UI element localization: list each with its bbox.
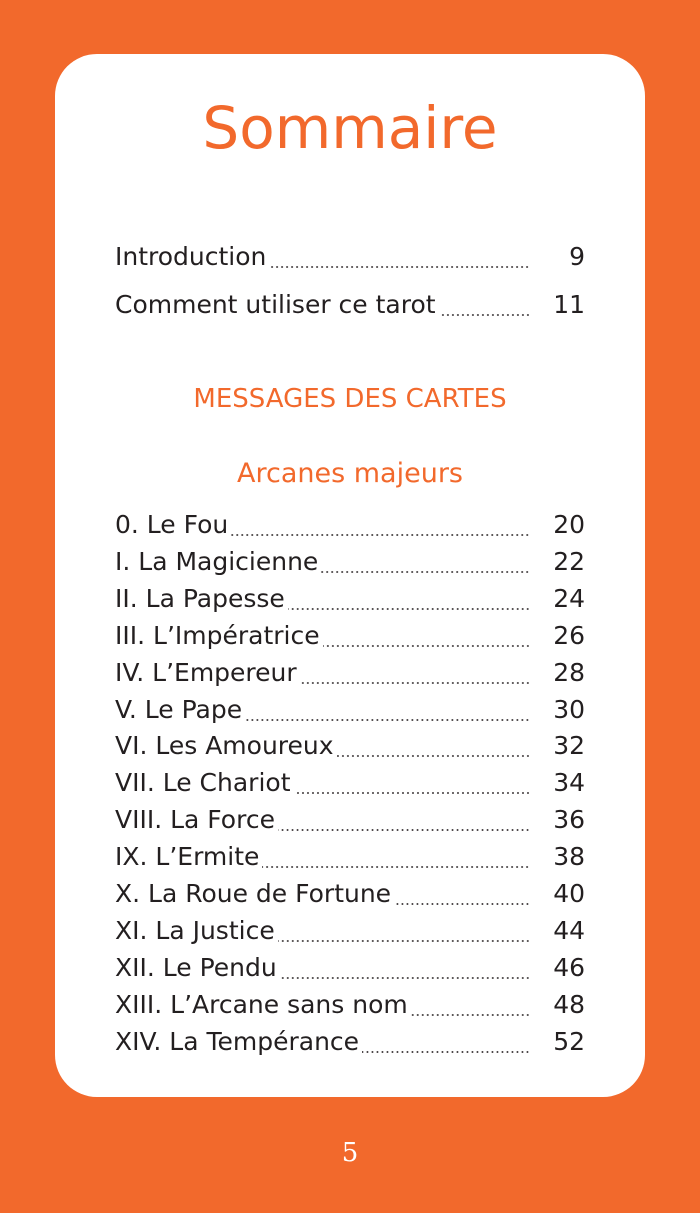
dot-leader bbox=[411, 1014, 530, 1016]
toc-entry-label: III. L’Impératrice bbox=[115, 620, 320, 650]
toc-entry-page: 34 bbox=[553, 768, 585, 798]
toc-entry-label: Introduction bbox=[115, 242, 267, 271]
toc-entry-label: 0. Le Fou bbox=[115, 510, 229, 539]
subsection-heading: Arcanes majeurs bbox=[237, 458, 463, 489]
dot-leader bbox=[362, 1051, 530, 1053]
section-heading: MESSAGES DES CARTES bbox=[193, 384, 507, 414]
dot-leader bbox=[278, 829, 530, 831]
toc-entry-page: 30 bbox=[553, 694, 585, 724]
dot-leader bbox=[300, 682, 530, 684]
toc-entry[interactable] bbox=[115, 837, 585, 877]
toc-entry-label: IV. L’Empereur bbox=[115, 657, 297, 687]
toc-entry-label: II. La Papesse bbox=[115, 583, 285, 613]
dot-leader bbox=[394, 903, 530, 905]
dot-leader bbox=[280, 977, 530, 979]
toc-entry-page: 36 bbox=[553, 805, 585, 835]
dot-leader bbox=[323, 645, 530, 647]
toc-entry-page: 20 bbox=[553, 510, 585, 539]
toc-entry[interactable] bbox=[115, 948, 585, 988]
toc-entry-label: IX. L’Ermite bbox=[115, 842, 260, 872]
toc-entry-page: 40 bbox=[553, 879, 585, 908]
toc-entry-page: 24 bbox=[553, 583, 585, 613]
toc-entry-label: Comment utiliser ce tarot bbox=[115, 290, 436, 319]
toc-entry[interactable] bbox=[115, 911, 585, 951]
toc-entry-page: 11 bbox=[553, 290, 585, 319]
toc-entry-label: XIII. L’Arcane sans nom bbox=[115, 989, 408, 1019]
toc-entry[interactable] bbox=[115, 763, 585, 803]
toc-entry-label: XI. La Justice bbox=[115, 915, 275, 945]
toc-entry-label: I. La Magicienne bbox=[115, 546, 319, 576]
toc-entry-label: VI. Les Amoureux bbox=[115, 731, 334, 761]
toc-entry[interactable] bbox=[115, 542, 585, 582]
toc-entry-page: 26 bbox=[553, 620, 585, 650]
dot-leader bbox=[337, 755, 530, 757]
toc-entry-label: XII. Le Pendu bbox=[115, 952, 277, 982]
toc-entry-page: 48 bbox=[553, 989, 585, 1019]
toc-entry-page: 22 bbox=[553, 546, 585, 576]
toc-entry-label: VII. Le Chariot bbox=[115, 768, 291, 798]
dot-leader bbox=[321, 571, 530, 573]
toc-entry[interactable] bbox=[115, 237, 585, 277]
dot-leader bbox=[245, 719, 530, 721]
toc-entry[interactable] bbox=[115, 653, 585, 693]
toc-entry[interactable] bbox=[115, 726, 585, 766]
toc-entry-page: 28 bbox=[553, 657, 585, 687]
toc-entry[interactable] bbox=[115, 285, 585, 325]
toc-entry-label: X. La Roue de Fortune bbox=[115, 879, 392, 908]
toc-entry-page: 46 bbox=[553, 952, 585, 982]
toc-entry-page: 9 bbox=[569, 242, 585, 271]
toc-entry-page: 38 bbox=[553, 842, 585, 872]
toc-entry[interactable] bbox=[115, 690, 585, 730]
dot-leader bbox=[294, 792, 530, 794]
toc-entry[interactable] bbox=[115, 1022, 585, 1062]
toc-entry[interactable] bbox=[115, 579, 585, 619]
dot-leader bbox=[288, 608, 530, 610]
toc-entry-page: 52 bbox=[553, 1026, 585, 1056]
toc-entry-label: XIV. La Tempérance bbox=[115, 1026, 360, 1056]
dot-leader bbox=[278, 940, 530, 942]
dot-leader bbox=[231, 534, 530, 536]
toc-entry[interactable] bbox=[115, 616, 585, 656]
page-title: Sommaire bbox=[202, 94, 498, 162]
page-number: 5 bbox=[341, 1138, 359, 1168]
dot-leader bbox=[439, 314, 530, 316]
toc-entry[interactable] bbox=[115, 874, 585, 914]
toc-entry-label: VIII. La Force bbox=[115, 805, 275, 835]
toc-entry[interactable] bbox=[115, 800, 585, 840]
toc-entry-label: V. Le Pape bbox=[115, 694, 243, 724]
toc-entry-page: 32 bbox=[553, 731, 585, 761]
toc-entry[interactable] bbox=[115, 985, 585, 1025]
toc-entry-page: 44 bbox=[553, 915, 585, 945]
toc-entry[interactable] bbox=[115, 505, 585, 545]
dot-leader bbox=[262, 866, 530, 868]
dot-leader bbox=[269, 266, 530, 268]
